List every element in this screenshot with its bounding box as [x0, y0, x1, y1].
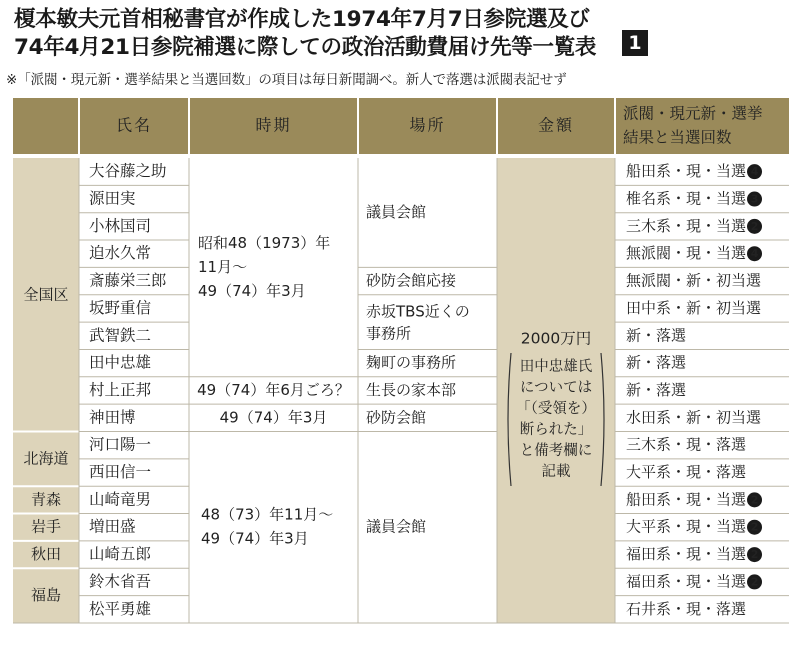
figure-number-badge: 1 [622, 30, 648, 56]
header-name: 氏名 [115, 115, 153, 135]
candidate-name: 源田実 [89, 189, 136, 208]
election-result: 新・落選 [626, 380, 687, 399]
region-label: 青森 [30, 490, 62, 509]
candidate-name: 迫水久常 [89, 244, 152, 263]
election-result: 水田系・新・初当選 [626, 408, 762, 427]
source-note: ※「派閥・現元新・選挙結果と当選回数」の項目は毎日新聞調べ。新人で落選は派閥表記せず [6, 72, 567, 88]
candidate-name: 大谷藤之助 [89, 162, 167, 181]
wins-count: 2 [750, 575, 759, 589]
place-text: 赤坂TBS近くの [366, 302, 470, 321]
region-label: 福島 [30, 586, 62, 605]
region-label: 秋田 [30, 545, 62, 564]
region-label: 北海道 [23, 449, 69, 468]
header-place: 場所 [409, 115, 446, 135]
candidate-name: 村上正邦 [89, 380, 152, 399]
election-result: 大平系・現・当選 [626, 517, 747, 536]
title-line-2: 74年4月21日参院補選に際しての政治活動費届け先等一覧表 [14, 35, 597, 60]
election-result: 無派閥・現・当選 [626, 244, 747, 263]
candidate-name: 神田博 [89, 408, 136, 427]
candidate-name: 坂野重信 [89, 298, 152, 317]
period-text: 49（74）年3月 [198, 281, 306, 300]
election-result: 船田系・現・当選 [626, 162, 747, 181]
amount-note: 田中忠雄氏 [519, 359, 593, 375]
place-text: 砂防会館 [366, 408, 427, 427]
period-text: 49（74）年3月 [201, 529, 309, 548]
place-text: 事務所 [366, 324, 412, 343]
candidate-name: 田中忠雄 [89, 353, 152, 372]
header-period: 時期 [255, 115, 292, 135]
period-text: 49（74）年6月ごろ？ [197, 380, 350, 399]
wins-count: 2 [750, 493, 759, 507]
period-text: 11月〜 [198, 257, 248, 276]
candidate-name: 武智鉄二 [89, 326, 152, 345]
wins-count: 3 [750, 192, 759, 206]
election-result: 船田系・現・当選 [626, 490, 747, 509]
election-result: 石井系・現・落選 [626, 599, 747, 618]
amount-note: 「（受領を） [516, 401, 596, 417]
candidate-name: 松平勇雄 [89, 599, 152, 618]
candidate-name: 小林国司 [89, 216, 152, 235]
election-result: 福田系・現・当選 [626, 545, 747, 564]
election-result: 新・落選 [626, 326, 687, 345]
election-result: 大平系・現・落選 [626, 463, 747, 482]
election-result: 三木系・現・落選 [626, 435, 747, 454]
wins-count: 4 [750, 165, 759, 179]
amount-note: 断られた」 [519, 422, 593, 438]
wins-count: 4 [750, 247, 759, 261]
period-text: 49（74）年3月 [219, 408, 328, 427]
election-result: 無派閥・新・初当選 [626, 271, 762, 290]
candidate-name: 山崎竜男 [89, 490, 152, 509]
candidate-name: 河口陽一 [89, 435, 152, 454]
amount-note: については [519, 380, 593, 396]
election-result: 新・落選 [626, 353, 687, 372]
election-result: 三木系・現・当選 [626, 216, 747, 235]
wins-count: 2 [750, 548, 759, 562]
period-text: 48（73）年11月〜 [201, 505, 334, 524]
election-result: 田中系・新・初当選 [626, 298, 762, 317]
place-text: 砂防会館応接 [366, 271, 457, 290]
wins-count: 2 [750, 520, 759, 534]
period-text: 昭和48（1973）年 [198, 233, 331, 252]
header-amount: 金額 [537, 115, 575, 135]
region-label: 全国区 [23, 285, 69, 304]
place-text: 議員会館 [366, 203, 427, 222]
amount-value: 2000万円 [520, 329, 592, 348]
place-text: 議員会館 [366, 517, 427, 536]
place-text: 麹町の事務所 [366, 353, 457, 372]
candidate-name: 増田盛 [89, 517, 136, 536]
amount-note: 記載 [541, 464, 571, 480]
election-result: 椎名系・現・当選 [626, 189, 747, 208]
election-result: 福田系・現・当選 [626, 572, 747, 591]
candidate-name: 山崎五郎 [89, 545, 152, 564]
candidate-name: 鈴木省吾 [89, 572, 152, 591]
candidate-name: 西田信一 [89, 463, 152, 482]
candidate-name: 斎藤栄三郎 [89, 271, 167, 290]
place-text: 生長の家本部 [366, 380, 457, 399]
amount-note: と備考欄に [519, 443, 593, 459]
title-line-1: 榎本敏夫元首相秘書官が作成した1974年7月7日参院選及び [14, 7, 590, 32]
wins-count: 2 [750, 219, 759, 233]
header-faction-line1: 派閥・現元新・選挙 [623, 104, 763, 123]
region-label: 岩手 [30, 517, 62, 536]
header-faction-line2: 結果と当選回数 [623, 128, 732, 147]
